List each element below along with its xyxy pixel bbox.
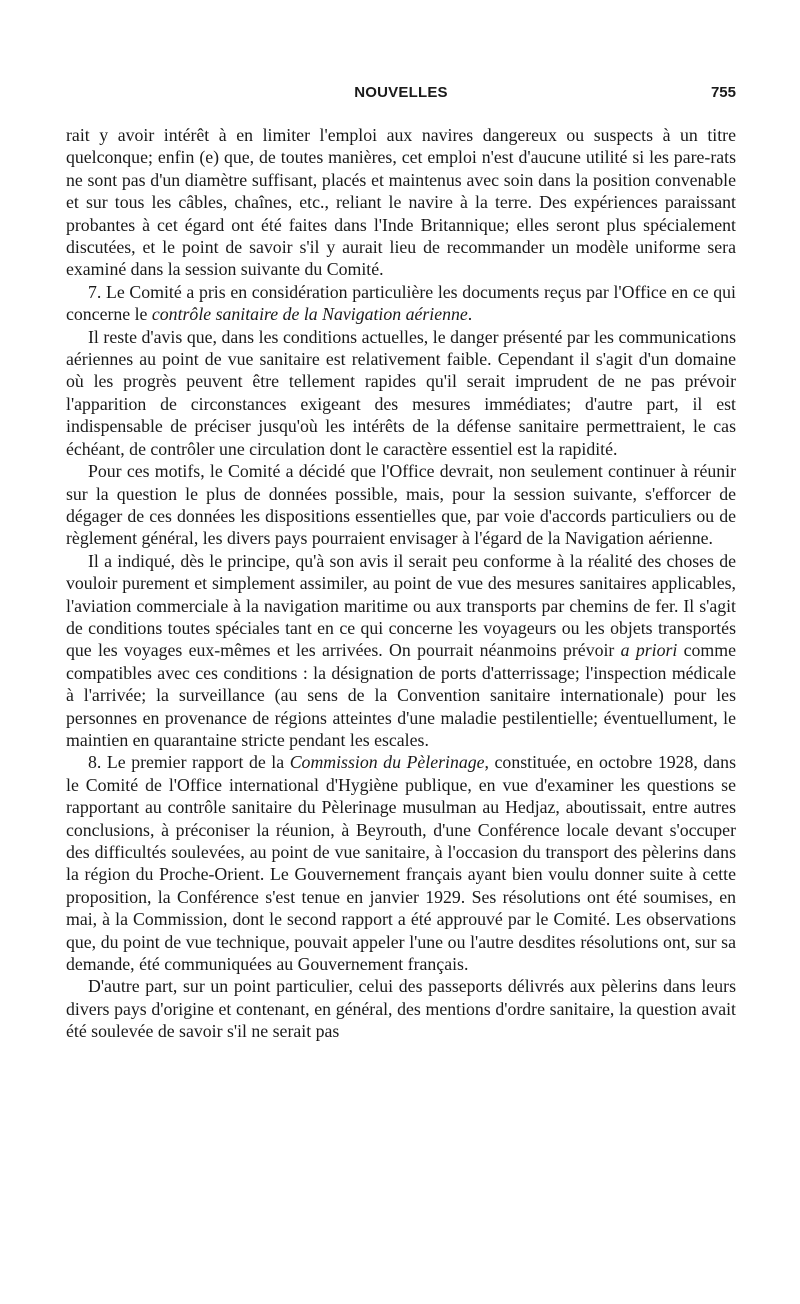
text-run: , constituée, en octobre 1928, dans le Comité de l'Office international d'Hygiène publique, en vue d'examiner les questions se rapportant au contrôle sanitaire du Pèlerinage musulman au Hedjaz, aboutissait, entre autres conclusions, à préconiser la réunion, à Beyrouth, d'une Conférence locale devant s'occuper des difficultés soulevées, au point de vue sanitaire, à l'occasion du transport des pèlerins dans la région du Proche-Orient. Le Gouvernement français ayant bien voulu donner suite à cette proposition, la Conférence s'est tenue en janvier 1929. Ses résolutions ont été soumises, en mai, à la Commission, dont le second rapport a été approuvé par le Comité. Les observations que, du point de vue technique, pouvait appeler l'une ou l'autre desdites résolutions ont, sur sa demande, été communiquées au Gouvernement français. — [66, 752, 736, 975]
running-title: NOUVELLES — [354, 84, 448, 101]
italic-text: Commission du Pèlerinage — [289, 752, 485, 773]
paragraph — [66, 550, 736, 752]
body-text — [66, 124, 736, 1043]
paragraph — [66, 975, 736, 1042]
text-run: rait y avoir intérêt à en limiter l'emploi aux navires dangereux ou suspects à un titre quelconque; enfin (e) que, de toutes manières, cet emploi n'est d'aucune utilité si les pare-rats ne sont pas d'un diamètre suffisant, placés et maintenus avec soin dans la position convenable et sur tous les câbles, chaînes, etc., reliant le navire à la terre. Des expériences paraissant probantes à cet égard ont été faites dans l'Inde Britannique; elles seront plus spécialement discutées, et le point de savoir s'il y aurait lieu de recommander un modèle uniforme sera examiné dans la session suivante du Comité. — [66, 125, 736, 280]
running-head — [66, 84, 736, 110]
text-run: Il reste d'avis que, dans les conditions actuelles, le danger présenté par les communications aériennes au point de vue sanitaire est relativement faible. Cependant il s'agit d'un domaine où les progrès peuvent être tellement rapides qu'il serait imprudent de ne pas prévoir l'apparition de circonstances exigeant des mesures immédiates; d'autre part, il est indispensable de préciser jusqu'où les intérêts de la défense sanitaire permettraient, le cas échéant, de contrôler une circulation dont le caractère essentiel est la rapidité. — [66, 326, 736, 459]
text-run: 7. Le Comité a pris en considération particulière les documents reçus par l'Office en ce qui concerne le — [66, 281, 736, 325]
text-run: D'autre part, sur un point particulier, celui des passeports délivrés aux pèlerins dans leurs divers pays d'origine et contenant, en général, des mentions d'ordre sanitaire, la question avait été soulevée de savoir s'il ne serait pas — [66, 976, 736, 1042]
text-run: Il a indiqué, dès le principe, qu'à son avis il serait peu conforme à la réalité des choses de vouloir purement et simplement assimiler, au point de vue des mesures sanitaires applicables, l'aviation commerciale à la navigation maritime ou aux transports par chemins de fer. Il s'agit de conditions toutes spéciales tant en ce qui concerne les voyageurs ou les objets transportés que les voyages eux-mêmes et les arrivées. On pourrait néanmoins prévoir — [66, 550, 736, 661]
italic-text: a priori — [620, 640, 678, 661]
paragraph — [66, 281, 736, 326]
text-run: 8. Le premier rapport de la — [88, 752, 290, 773]
paragraph — [66, 460, 736, 550]
paragraph — [66, 326, 736, 460]
paragraph — [66, 124, 736, 281]
text-run: . — [467, 304, 473, 325]
page — [66, 84, 736, 1043]
text-run: Pour ces motifs, le Comité a décidé que l'Office devrait, non seulement continuer à réunir sur la question le plus de données possible, mais, pour la session suivante, s'efforcer de dégager de ces données les dispositions essentielles que, par voie d'accords particuliers ou de règlement général, les divers pays pourraient envisager à l'égard de la Navigation aérienne. — [66, 461, 736, 549]
paragraph — [66, 751, 736, 975]
text-run: comme compatibles avec ces conditions : la désignation de ports d'atterrissage; l'inspection médicale à l'arrivée; la surveillance (au sens de la Convention sanitaire internationale) pour les personnes en provenance de régions atteintes d'une maladie pestilentielle; éventuellument, le maintien en quarantaine stricte pendant les escales. — [66, 640, 736, 750]
page-number: 755 — [710, 84, 736, 101]
italic-text: contrôle sanitaire de la Navigation aérienne — [151, 304, 468, 325]
